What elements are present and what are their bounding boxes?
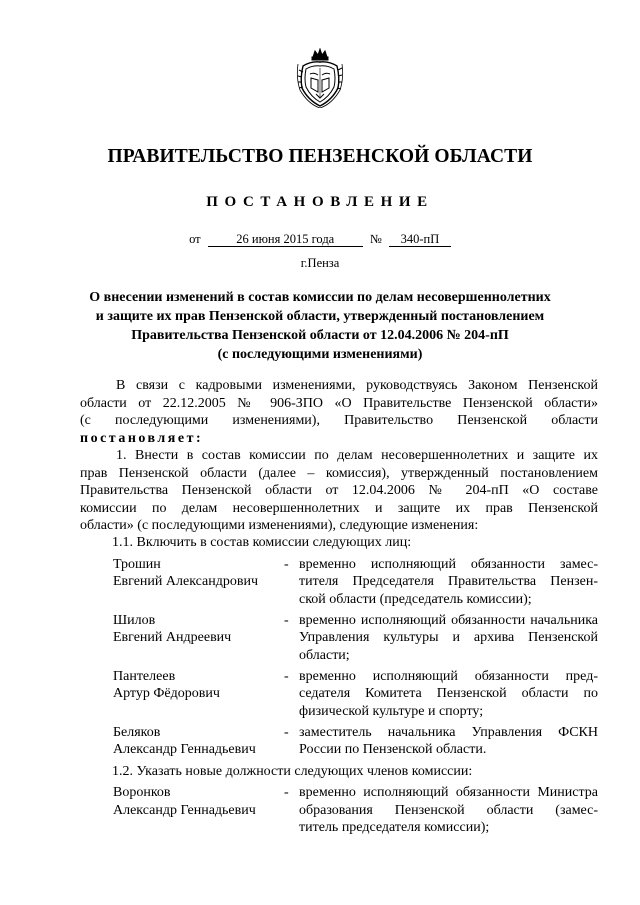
position-line: тителя Председателя Правительства Пензен- <box>299 574 598 589</box>
member-name <box>113 784 283 819</box>
preamble-line: В связи с кадровыми изменениями, руководствуясь Законом Пензенской <box>116 378 598 393</box>
position-line: временно исполняющий обязанности замес- <box>299 556 598 572</box>
position-line: Управления культуры и архива Пензенской <box>299 630 598 645</box>
document-type: ПОСТАНОВЛЕНИЕ <box>206 194 434 210</box>
member-given-names: Александр Геннадьевич <box>113 802 256 818</box>
clause-1-line: области» (с последующими изменениями), следующие изменения: <box>80 518 479 533</box>
city: г.Пенза <box>300 256 340 270</box>
member-surname: Шилов <box>113 612 156 628</box>
member-dash: - <box>284 612 289 628</box>
date-prefix: от <box>189 232 201 246</box>
clause-1-1 <box>113 534 598 840</box>
clause-1-line: 1. Внести в состав комиссии по делам несовершеннолетних и защите их <box>116 448 598 463</box>
position-line: временно исполняющий обязанности Министра <box>299 785 598 800</box>
position-line: области; <box>299 647 350 663</box>
member-entry <box>113 556 598 609</box>
member-dash: - <box>284 668 289 684</box>
clause-1 <box>80 447 598 535</box>
member-entry <box>113 724 598 759</box>
member-name <box>113 668 283 703</box>
position-line: временно исполняющий обязанности пред- <box>299 668 598 684</box>
member-position <box>299 556 598 609</box>
member-position <box>299 784 598 837</box>
member-dash: - <box>284 556 289 572</box>
clause-1-line: Правительства Пензенской области от 12.04.2006 № 204-пП «О составе <box>80 483 598 498</box>
government-title: ПРАВИТЕЛЬСТВО ПЕНЗЕНСКОЙ ОБЛАСТИ <box>107 146 533 167</box>
position-line: временно исполняющий обязанности начальника <box>299 612 598 628</box>
subject-line: (с последующими изменениями) <box>217 347 423 362</box>
member-entry <box>113 668 598 721</box>
coat-of-arms-emblem <box>296 48 344 108</box>
member-given-names: Евгений Андреевич <box>113 630 232 645</box>
member-given-names: Евгений Александрович <box>113 574 259 589</box>
preamble-paragraph <box>80 377 598 447</box>
member-name <box>113 556 283 591</box>
subject-line: Правительства Пензенской области от 12.04.2006 № 204-пП <box>131 328 509 343</box>
position-line: образования Пензенской области (замес- <box>299 802 598 818</box>
member-surname: Пантелеев <box>113 668 176 684</box>
position-line: седателя Комитета Пензенской области по <box>299 686 598 701</box>
member-entry <box>113 784 598 837</box>
position-line: ской области (председатель комиссии); <box>299 591 532 607</box>
member-position <box>299 724 598 759</box>
preamble-line: (с последующими изменениями), Правительство Пензенской области <box>80 413 598 428</box>
member-name <box>113 724 283 759</box>
member-surname: Воронков <box>113 785 171 800</box>
member-surname: Беляков <box>113 724 161 740</box>
preamble-line: области от 22.12.2005 № 906-ЗПО «О Правительстве Пензенской области» <box>80 395 598 411</box>
date-number-line <box>0 232 640 247</box>
clause-1-line: прав Пензенской области (далее – комиссия), утвержденный постановлением <box>80 465 598 481</box>
document-subject <box>70 288 570 364</box>
position-line: России по Пензенской области. <box>299 742 487 757</box>
clause-1-line: комиссии по делам несовершеннолетних и защите их прав Пензенской <box>80 500 598 516</box>
number-prefix: № <box>369 232 382 246</box>
member-surname: Трошин <box>113 556 161 572</box>
position-line: титель председателя комиссии); <box>299 820 490 835</box>
member-dash: - <box>284 724 289 740</box>
subject-line: и защите их прав Пензенской области, утвержденный постановлением <box>95 309 545 324</box>
clause-1-2-heading: 1.2. Указать новые должности следующих членов комиссии: <box>112 763 473 779</box>
member-position <box>299 668 598 721</box>
document-number: 340-пП <box>389 233 451 247</box>
clause-1-1-heading: 1.1. Включить в состав комиссии следующих лиц: <box>112 535 412 550</box>
resolves-word: постановляет: <box>80 430 204 446</box>
member-position <box>299 612 598 665</box>
position-line: физической культуре и спорту; <box>299 703 484 719</box>
document-date: 26 июня 2015 года <box>208 233 363 247</box>
member-name <box>113 612 283 647</box>
member-given-names: Александр Геннадьевич <box>113 742 256 757</box>
member-entry <box>113 612 598 665</box>
member-dash: - <box>284 785 289 800</box>
subject-line: О внесении изменений в состав комиссии по делам несовершеннолетних <box>89 290 551 305</box>
position-line: заместитель начальника Управления ФСКН <box>299 724 598 740</box>
member-given-names: Артур Фёдорович <box>113 686 220 701</box>
